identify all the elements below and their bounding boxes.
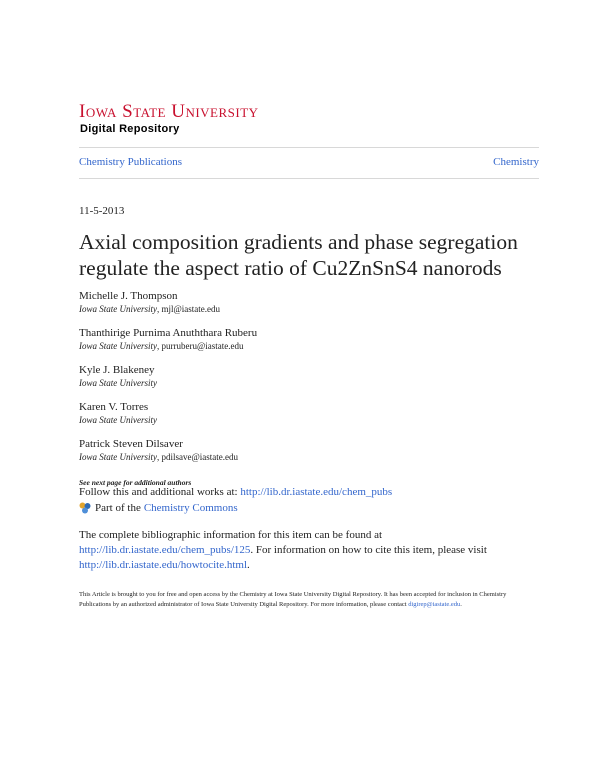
author-name: Kyle J. Blakeney: [79, 364, 155, 376]
chemistry-publications-link[interactable]: Chemistry Publications: [79, 156, 182, 168]
author-email[interactable]: , mjl@iastate.edu: [157, 304, 221, 314]
author-name: Karen V. Torres: [79, 401, 149, 413]
publication-date: 11-5-2013: [79, 205, 125, 217]
author-affiliation: Iowa State University: [79, 415, 157, 425]
follow-line: Follow this and additional works at: http://lib.dr.iastate.edu/chem_pubs: [79, 486, 393, 498]
author-affiliation: Iowa State University, mjl@iastate.edu: [79, 304, 221, 314]
article-title: Axial composition gradients and phase segregation regulate the aspect ratio of Cu2ZnSnS4 nanorods: [79, 230, 518, 280]
university-logo: Iowa State University: [79, 101, 259, 122]
chem-pubs-link[interactable]: http://lib.dr.iastate.edu/chem_pubs: [240, 486, 393, 498]
divider-top: [79, 147, 539, 148]
author-entry: [79, 289, 220, 315]
author-email[interactable]: , pdilsave@iastate.edu: [157, 452, 239, 462]
author-affiliation: Iowa State University, pdilsave@iastate.edu: [79, 452, 239, 462]
author-affiliation: Iowa State University: [79, 378, 157, 388]
part-of-line: Part of the Chemistry Commons: [79, 502, 238, 514]
chemistry-link[interactable]: Chemistry: [493, 156, 539, 168]
author-name: Thanthirige Purnima Anuththara Ruberu: [79, 327, 258, 339]
howtocite-link[interactable]: http://lib.dr.iastate.edu/howtocite.html: [79, 559, 248, 571]
see-next-note: See next page for additional authors: [79, 478, 192, 487]
network-icon: [79, 502, 91, 514]
repository-logo: Digital Repository: [80, 123, 180, 135]
author-entry: [79, 437, 238, 463]
author-entry: [79, 363, 157, 389]
author-entry: [79, 400, 157, 426]
author-email[interactable]: , purruberu@iastate.edu: [157, 341, 244, 351]
contact-email-link[interactable]: digirep@iastate.edu: [408, 601, 461, 608]
chemistry-commons-link[interactable]: Chemistry Commons: [143, 502, 238, 514]
author-name: Patrick Steven Dilsaver: [79, 438, 183, 450]
bibliographic-info: The complete bibliographic information for this item can be found at http://lib.dr.iastate.edu/chem_pubs/125. For information on how to cite this item, please visit http://lib.dr.iastate.edu/howtocite.html.: [79, 529, 487, 571]
author-affiliation: Iowa State University, purruberu@iastate.edu: [79, 341, 244, 351]
author-name: Michelle J. Thompson: [79, 290, 178, 302]
item-link[interactable]: http://lib.dr.iastate.edu/chem_pubs/125: [79, 544, 251, 556]
divider-bottom: [79, 178, 539, 179]
footer-notice: This Article is brought to you for free and open access by the Chemistry at Iowa State University Digital Repository. It has been accepted for inclusion in Chemistry Publications by an authorized administrator of Iowa State University Digital Repository. For more information, please contact digirep@iastate.edu.: [79, 591, 507, 608]
author-entry: [79, 326, 257, 352]
